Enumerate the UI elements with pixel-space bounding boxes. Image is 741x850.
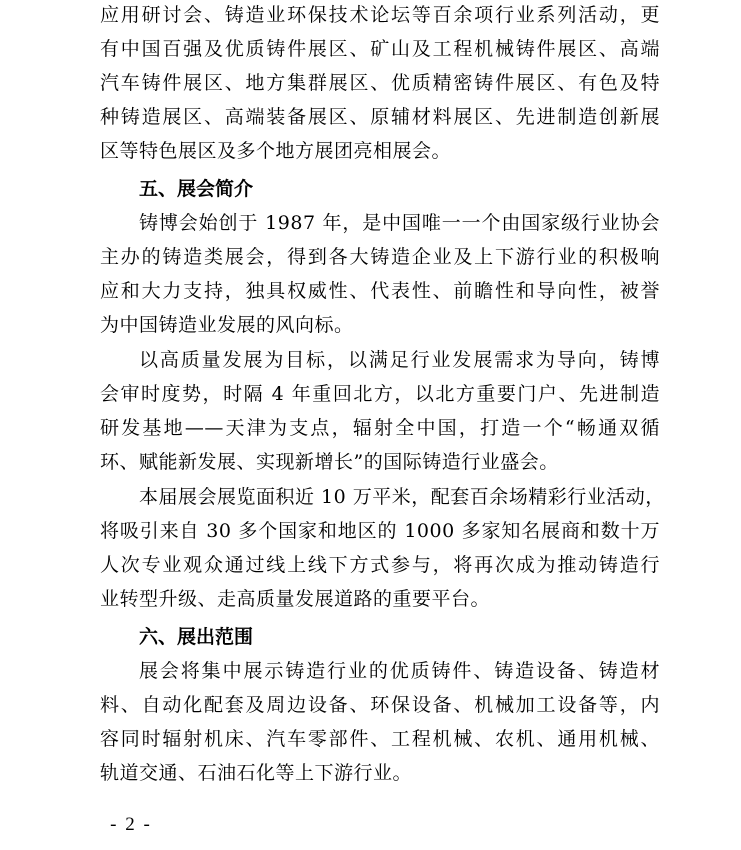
paragraph-line: 为中国铸造业发展的风向标。 [100,314,354,336]
paragraph-line: 业转型升级、走高质量发展道路的重要平台。 [100,588,491,610]
paragraph-line: 有中国百强及优质铸件展区、矿山及工程机械铸件展区、高端 [100,38,660,60]
paragraph-line: 展会将集中展示铸造行业的优质铸件、铸造设备、铸造材 [139,660,660,682]
page-number: - 2 - [110,814,152,835]
paragraph-line: 容同时辐射机床、汽车零部件、工程机械、农机、通用机械、 [100,728,660,750]
paragraph-line: 轨道交通、石油石化等上下游行业。 [100,762,413,784]
paragraph-line: 应和大力支持，独具权威性、代表性、前瞻性和导向性，被誉 [100,280,660,302]
paragraph-line: 主办的铸造类展会，得到各大铸造企业及上下游行业的积极响 [100,246,660,268]
paragraph-line: 研发基地——天津为支点，辐射全中国，打造一个“畅通双循 [100,417,660,439]
paragraph-line: 本届展会展览面积近 10 万平米，配套百余场精彩行业活动， [139,486,665,508]
paragraph-line: 种铸造展区、高端装备展区、原辅材料展区、先进制造创新展 [100,106,660,128]
paragraph-line: 将吸引来自 30 多个国家和地区的 1000 多家知名展商和数十万 [100,520,660,542]
paragraph-line: 会审时度势，时隔 4 年重回北方，以北方重要门户、先进制造 [100,383,660,405]
paragraph-line: 应用研讨会、铸造业环保技术论坛等百余项行业系列活动，更 [100,4,660,26]
paragraph-line: 以高质量发展为目标，以满足行业发展需求为导向，铸博 [139,349,660,371]
section-heading-overview: 五、展会简介 [139,178,254,200]
paragraph-line: 环、赋能新发展、实现新增长”的国际铸造行业盛会。 [100,451,559,473]
paragraph-line: 汽车铸件展区、地方集群展区、优质精密铸件展区、有色及特 [100,72,660,94]
paragraph-line: 铸博会始创于 1987 年，是中国唯一一个由国家级行业协会 [139,212,660,234]
paragraph-line: 区等特色展区及多个地方展团亮相展会。 [100,140,452,162]
section-heading-scope: 六、展出范围 [139,626,254,648]
paragraph-line: 料、自动化配套及周边设备、环保设备、机械加工设备等，内 [100,694,660,716]
paragraph-line: 人次专业观众通过线上线下方式参与，将再次成为推动铸造行 [100,554,660,576]
